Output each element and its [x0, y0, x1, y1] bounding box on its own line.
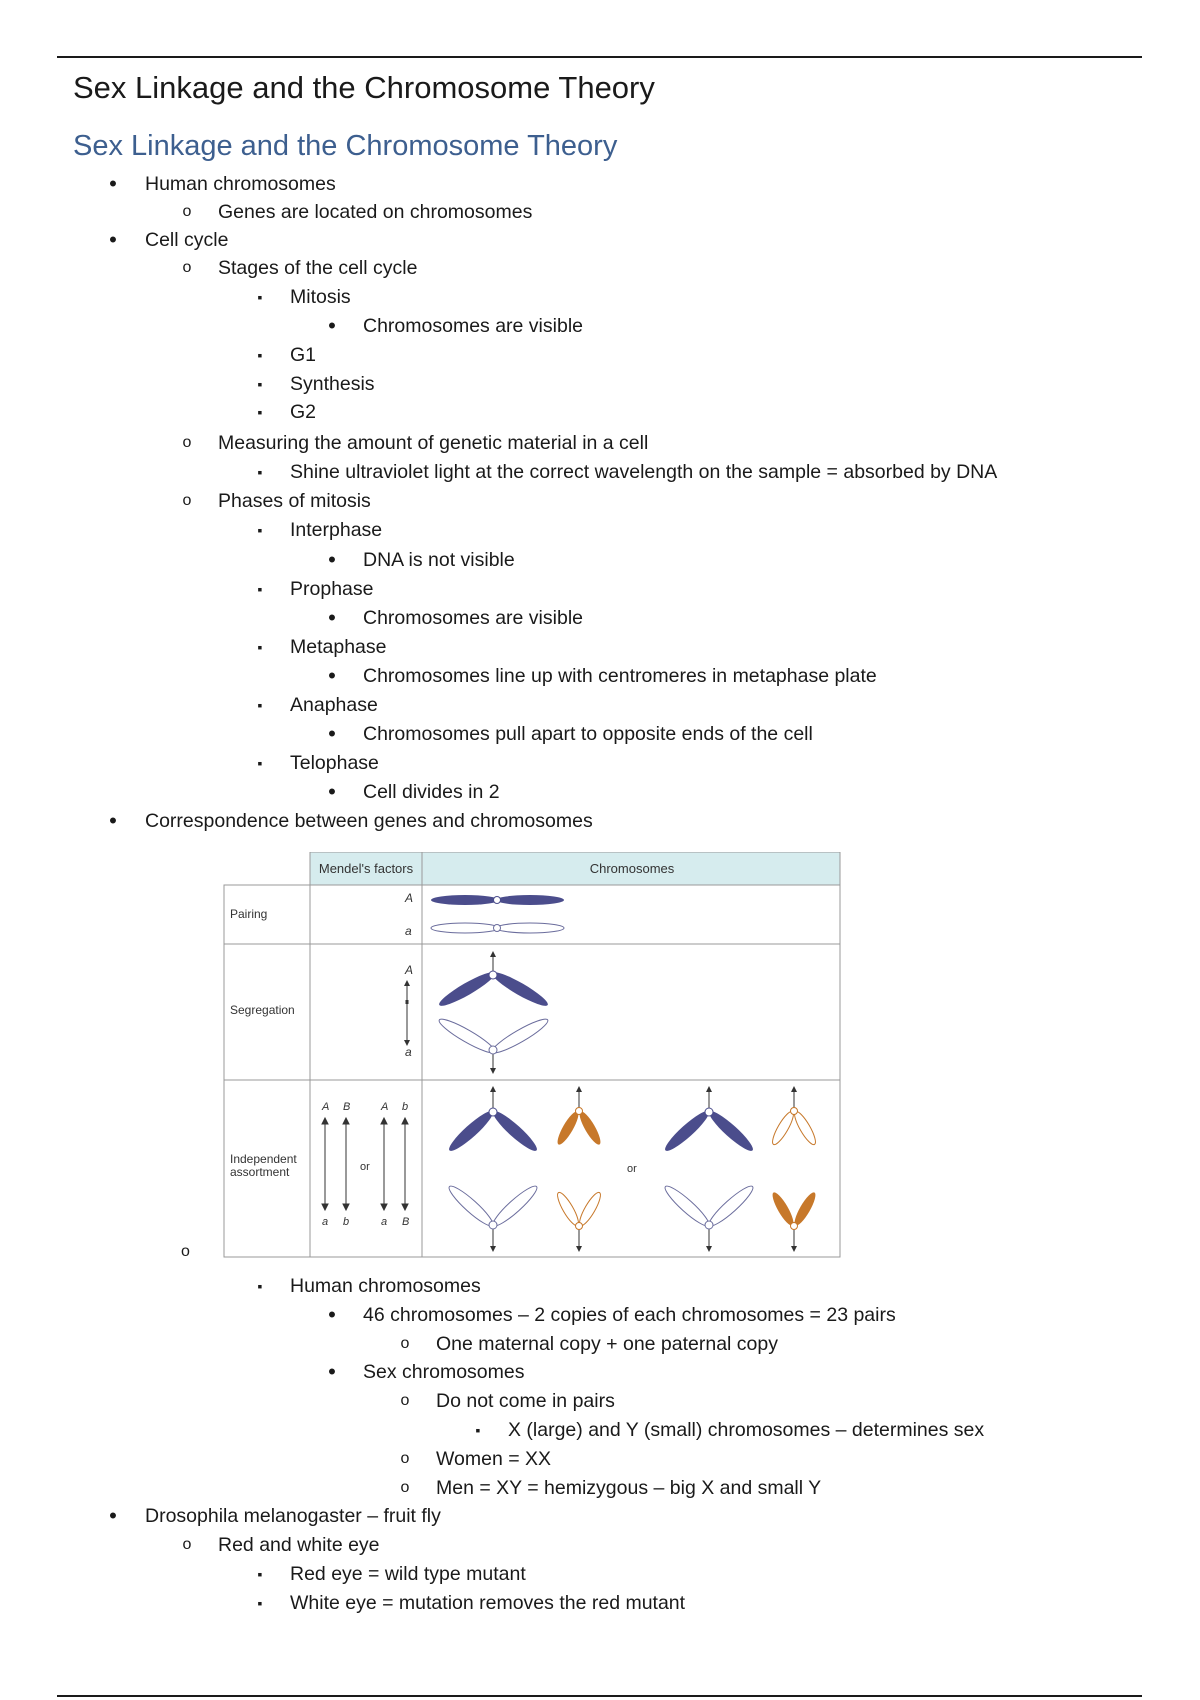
outline-item [218, 1533, 380, 1557]
outline-item [290, 518, 382, 542]
bullet-marker [106, 228, 120, 255]
outline-item [290, 285, 351, 309]
bullet-marker [325, 1360, 339, 1387]
bullet-marker [253, 577, 267, 602]
bullet-marker [253, 1562, 267, 1587]
outline-item [145, 809, 593, 833]
outline-item [363, 722, 813, 746]
svg-text:a: a [381, 1216, 388, 1228]
bullet-marker [253, 400, 267, 425]
row-label-segregation: Segregation [230, 1003, 295, 1017]
assortment-or-right: or [627, 1163, 637, 1175]
bullet-marker [253, 372, 267, 397]
outline-item-text: Stages of the cell cycle [218, 257, 418, 279]
outline-item-text: Phases of mitosis [218, 490, 371, 512]
bullet-marker [253, 693, 267, 718]
outline-item-text: 46 chromosomes – 2 copies of each chromosomes = 23 pairs [363, 1304, 896, 1326]
pairing-allele-A: A [405, 891, 414, 905]
svg-text:A: A [322, 1101, 330, 1113]
svg-text:B: B [343, 1101, 351, 1113]
segregation-allele-a: a [405, 1045, 412, 1059]
outline-item [508, 1418, 984, 1442]
outline-item [290, 343, 316, 367]
outline-item [363, 1303, 896, 1327]
pairing-chromosome-purple [431, 895, 564, 905]
outline-item [290, 1274, 481, 1298]
bullet-marker [325, 722, 339, 749]
outline-item [363, 780, 500, 804]
bullet-marker [325, 606, 339, 633]
outline-item [436, 1389, 615, 1413]
bullet-marker [253, 1274, 267, 1299]
outline-item-text: G1 [290, 344, 317, 366]
bullet-marker [471, 1418, 485, 1443]
outline-item-text: Prophase [290, 578, 374, 600]
assortment-or-left: or [360, 1161, 370, 1173]
outline-item [218, 431, 648, 455]
outline-item-text: G2 [290, 401, 317, 423]
outline-item [218, 489, 371, 513]
outline-item-text: Human chromosomes [290, 1275, 481, 1297]
bullet-marker [253, 518, 267, 543]
outline-item [218, 256, 417, 280]
top-rule [57, 56, 1142, 58]
outline-item-text: Cell cycle [145, 229, 229, 251]
outline-item [290, 372, 375, 396]
assortment-chromosome-white-right [661, 1182, 756, 1252]
outline-item-text: Sex chromosomes [363, 1361, 525, 1383]
outline-item-text: Drosophila melanogaster – fruit fly [145, 1505, 441, 1527]
outline-item-text: Men = XY = hemizygous – big X and small Y [436, 1477, 822, 1499]
svg-text:A: A [381, 1101, 389, 1113]
bullet-marker [325, 664, 339, 691]
bullet-marker [325, 780, 339, 807]
outline-item [290, 1591, 685, 1615]
bullet-marker [180, 256, 194, 280]
outline-item-text: Correspondence between genes and chromosomes [145, 810, 593, 832]
assortment-chromosome-purple-left [445, 1086, 540, 1155]
outline-item-text: Chromosomes are visible [363, 315, 583, 337]
pairing-chromosome-white [431, 923, 564, 933]
bullet-marker [180, 1533, 194, 1557]
outline-item [145, 1504, 441, 1528]
bullet-marker [253, 460, 267, 485]
bottom-rule [57, 1695, 1142, 1697]
document-title: Sex Linkage and the Chromosome Theory [73, 70, 655, 105]
bullet-marker [253, 285, 267, 310]
outline-item-text: Synthesis [290, 373, 375, 395]
row-label-assortment: assortment [230, 1165, 290, 1179]
outline-item [290, 693, 378, 717]
bullet-marker [325, 1303, 339, 1330]
bullet-marker [180, 431, 194, 455]
outline-item [290, 460, 997, 484]
svg-text:a: a [322, 1216, 329, 1228]
outline-item [145, 228, 228, 252]
bullet-marker [398, 1476, 412, 1500]
bullet-marker [253, 1591, 267, 1616]
bullet-marker [106, 172, 120, 199]
header-chromosomes: Chromosomes [589, 861, 675, 876]
outline-item [363, 314, 583, 338]
assortment-chromosome-lightorange-right [769, 1086, 819, 1147]
outline-item [290, 751, 379, 775]
outline-item [145, 172, 336, 196]
outline-item [290, 400, 316, 424]
bullet-marker [325, 548, 339, 575]
outline-item-text: Chromosomes line up with centromeres in metaphase plate [363, 665, 877, 687]
outline-item [218, 200, 532, 224]
assortment-chromosome-purple-right [661, 1086, 756, 1155]
outline-item-text: Metaphase [290, 636, 387, 658]
bullet-marker [106, 1504, 120, 1531]
bullet-marker [253, 343, 267, 368]
outline-item [363, 606, 583, 630]
assortment-chromosome-white-left [445, 1182, 540, 1252]
bullet-marker [398, 1389, 412, 1413]
outline-item [363, 664, 877, 688]
mendel-chromosome-figure [222, 852, 842, 1260]
outline-item [363, 1360, 524, 1384]
outline-item-text: Women = XX [436, 1448, 552, 1470]
outline-item-text: White eye = mutation removes the red mutant [290, 1592, 686, 1614]
outline-item-text: Red and white eye [218, 1534, 380, 1556]
segregation-chromosome-purple [436, 951, 550, 1010]
svg-text:B: B [402, 1216, 410, 1228]
outline-item [290, 577, 373, 601]
outline-item [290, 1562, 526, 1586]
outline-item-text: X (large) and Y (small) chromosomes – determines sex [508, 1419, 985, 1441]
outline-item [436, 1476, 821, 1500]
bullet-marker [106, 809, 120, 836]
bullet-marker [180, 200, 194, 224]
pairing-allele-a: a [405, 924, 412, 938]
outline-item [436, 1332, 778, 1356]
outline-item-text: One maternal copy + one paternal copy [436, 1333, 779, 1355]
outline-item-text: Do not come in pairs [436, 1390, 615, 1412]
row-label-independent: Independent [230, 1152, 297, 1166]
assortment-allele-arrows [321, 1101, 409, 1228]
outline-item-text: Chromosomes are visible [363, 607, 583, 629]
segregation-chromosome-white [436, 1015, 550, 1074]
assortment-chromosome-orange-right [769, 1190, 819, 1252]
svg-text:b: b [402, 1101, 409, 1113]
header-mendels-factors: Mendel's factors [318, 861, 414, 876]
assortment-chromosome-lightorange-left [554, 1190, 604, 1252]
figure-bullet-marker: o [181, 1243, 190, 1260]
section-heading: Sex Linkage and the Chromosome Theory [73, 130, 618, 162]
outline-item-text: Genes are located on chromosomes [218, 201, 533, 223]
svg-text:b: b [343, 1216, 350, 1228]
bullet-marker [253, 635, 267, 660]
outline-item [290, 635, 386, 659]
outline-item-text: Telophase [290, 752, 379, 774]
outline-item-text: Red eye = wild type mutant [290, 1563, 526, 1585]
outline-item-text: Mitosis [290, 286, 351, 308]
outline-item [363, 548, 515, 572]
outline-item-text: Chromosomes pull apart to opposite ends of the cell [363, 723, 813, 745]
bullet-marker [325, 314, 339, 341]
outline-item [436, 1447, 551, 1471]
assortment-chromosome-orange-left [554, 1086, 604, 1147]
outline-item-text: Measuring the amount of genetic material in a cell [218, 432, 649, 454]
outline-item-text: DNA is not visible [363, 549, 515, 571]
outline-item-text: Anaphase [290, 694, 378, 716]
bullet-marker [253, 751, 267, 776]
segregation-allele-A: A [405, 963, 414, 977]
bullet-marker [398, 1447, 412, 1471]
bullet-marker [398, 1332, 412, 1356]
outline-item-text: Shine ultraviolet light at the correct wavelength on the sample = absorbed by DNA [290, 461, 998, 483]
bullet-marker [180, 489, 194, 513]
outline-item-text: Interphase [290, 519, 383, 541]
outline-item-text: Cell divides in 2 [363, 781, 500, 803]
figure-grid [224, 885, 840, 1257]
outline-item-text: Human chromosomes [145, 173, 336, 195]
row-label-pairing: Pairing [230, 907, 268, 921]
